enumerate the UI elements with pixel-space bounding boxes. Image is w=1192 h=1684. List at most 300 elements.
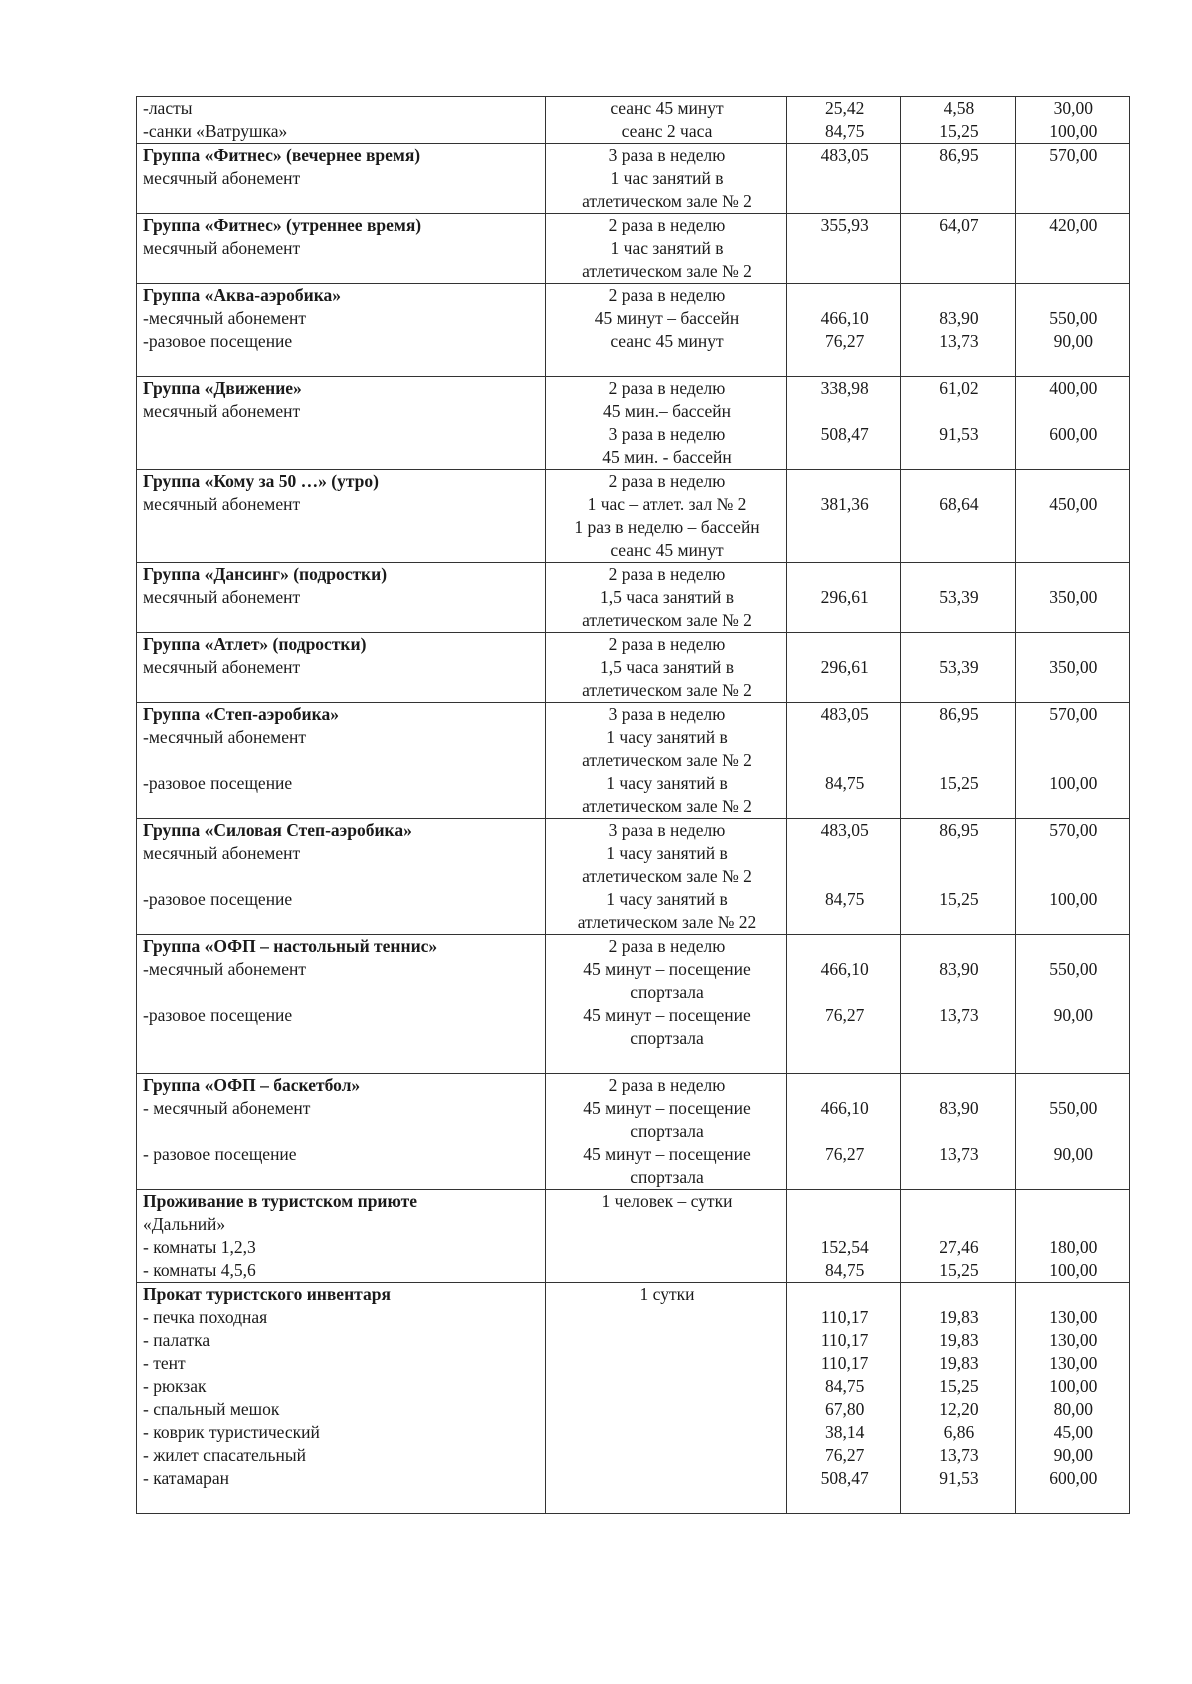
price-total-cell <box>1015 935 1129 1074</box>
cell-line: 67,80 <box>824 1399 865 1419</box>
cell-line: - комнаты 4,5,6 <box>143 1260 256 1280</box>
cell-line: атлетическом зале № 2 <box>582 680 752 700</box>
cell-line: 1 час занятий в <box>610 238 724 258</box>
cell-line: 76,27 <box>824 1005 865 1025</box>
cell-line <box>907 237 1010 260</box>
schedule-cell <box>546 633 787 703</box>
cell-line: 130,00 <box>1049 1330 1098 1350</box>
cell-line <box>907 284 1010 307</box>
cell-line: 483,05 <box>820 704 869 724</box>
cell-line <box>143 516 541 539</box>
cell-line <box>793 1074 896 1097</box>
vat-cell <box>901 935 1015 1074</box>
cell-line <box>552 1421 782 1444</box>
cell-line <box>1022 1166 1125 1189</box>
cell-line <box>793 633 896 656</box>
schedule-cell <box>546 703 787 819</box>
cell-line: 76,27 <box>824 1445 865 1465</box>
cell-line: 4,58 <box>943 98 975 118</box>
table-row <box>137 97 1130 144</box>
price-net-cell <box>787 377 901 470</box>
service-cell <box>137 284 546 377</box>
vat-cell <box>901 563 1015 633</box>
cell-line <box>793 284 896 307</box>
cell-line: спортзала <box>630 982 704 1002</box>
cell-line <box>907 1074 1010 1097</box>
cell-line: 86,95 <box>939 704 979 724</box>
cell-line <box>143 1050 541 1073</box>
cell-line <box>793 679 896 702</box>
cell-line <box>907 726 1010 749</box>
service-heading: Прокат туристского инвентаря <box>143 1284 391 1304</box>
cell-line: -разовое посещение <box>143 773 293 793</box>
price-total-cell <box>1015 377 1129 470</box>
cell-line <box>793 865 896 888</box>
cell-line: 2 раза в неделю <box>608 564 726 584</box>
cell-line: - катамаран <box>143 1468 229 1488</box>
cell-line: 30,00 <box>1053 98 1094 118</box>
table-row <box>137 284 1130 377</box>
cell-line: 2 раза в неделю <box>608 634 726 654</box>
price-net-cell <box>787 1283 901 1514</box>
cell-line <box>907 749 1010 772</box>
cell-line <box>793 260 896 283</box>
cell-line <box>143 679 541 702</box>
service-heading: Группа «Движение» <box>143 378 302 398</box>
cell-line <box>793 446 896 469</box>
cell-line <box>1022 1050 1125 1073</box>
price-total-cell <box>1015 97 1129 144</box>
cell-line: 1 час занятий в <box>610 168 724 188</box>
service-cell <box>137 97 546 144</box>
cell-line: -разовое посещение <box>143 889 293 909</box>
cell-line: 91,53 <box>939 1468 979 1488</box>
cell-line: 15,25 <box>939 773 979 793</box>
cell-line: 1 часу занятий в <box>606 889 728 909</box>
cell-line <box>793 167 896 190</box>
vat-cell <box>901 144 1015 214</box>
cell-line <box>907 935 1010 958</box>
price-net-cell <box>787 703 901 819</box>
cell-line <box>907 516 1010 539</box>
schedule-cell <box>546 1190 787 1283</box>
cell-line: 83,90 <box>939 959 979 979</box>
cell-line <box>907 446 1010 469</box>
vat-cell <box>901 377 1015 470</box>
cell-line: 45 минут – посещение <box>583 1098 751 1118</box>
price-table <box>136 96 1130 1514</box>
cell-line: 53,39 <box>939 587 979 607</box>
cell-line: - разовое посещение <box>143 1144 297 1164</box>
cell-line: 6,86 <box>943 1422 975 1442</box>
cell-line <box>907 842 1010 865</box>
vat-cell <box>901 470 1015 563</box>
cell-line <box>793 726 896 749</box>
cell-line <box>1022 1213 1125 1236</box>
price-table-body <box>137 97 1130 1514</box>
cell-line: 1,5 часа занятий в <box>599 587 735 607</box>
cell-line: атлетическом зале № 2 <box>582 866 752 886</box>
cell-line: 15,25 <box>939 1376 979 1396</box>
schedule-cell <box>546 214 787 284</box>
cell-line: 110,17 <box>820 1353 869 1373</box>
cell-line: 180,00 <box>1049 1237 1098 1257</box>
cell-line <box>552 1352 782 1375</box>
cell-line <box>907 539 1010 562</box>
cell-line <box>143 539 541 562</box>
cell-line <box>1022 470 1125 493</box>
cell-line <box>907 1050 1010 1073</box>
cell-line <box>1022 284 1125 307</box>
cell-line: 3 раза в неделю <box>608 424 726 444</box>
cell-line: 600,00 <box>1049 424 1098 444</box>
table-row <box>137 377 1130 470</box>
cell-line: 90,00 <box>1053 331 1094 351</box>
table-row <box>137 703 1130 819</box>
cell-line: 27,46 <box>939 1237 979 1257</box>
cell-line: месячный абонемент <box>143 168 301 188</box>
cell-line <box>1022 353 1125 376</box>
cell-line: сеанс 2 часа <box>621 121 713 141</box>
cell-line: - тент <box>143 1353 186 1373</box>
cell-line <box>1022 1027 1125 1050</box>
cell-line: спортзала <box>630 1028 704 1048</box>
cell-line <box>1022 981 1125 1004</box>
cell-line <box>1022 190 1125 213</box>
cell-line: 61,02 <box>939 378 979 398</box>
cell-line: месячный абонемент <box>143 238 301 258</box>
cell-line <box>552 1398 782 1421</box>
cell-line <box>552 1236 782 1259</box>
cell-line <box>552 1329 782 1352</box>
cell-line <box>793 237 896 260</box>
service-cell <box>137 819 546 935</box>
service-cell <box>137 633 546 703</box>
cell-line <box>143 749 541 772</box>
cell-line: - рюкзак <box>143 1376 207 1396</box>
cell-line <box>1022 563 1125 586</box>
cell-line <box>793 609 896 632</box>
vat-cell <box>901 284 1015 377</box>
cell-line <box>143 353 541 376</box>
schedule-cell <box>546 819 787 935</box>
table-row <box>137 144 1130 214</box>
cell-line <box>143 260 541 283</box>
service-cell <box>137 935 546 1074</box>
service-heading: Группа «Степ-аэробика» <box>143 704 339 724</box>
cell-line <box>793 190 896 213</box>
cell-line: 350,00 <box>1049 657 1098 677</box>
cell-line <box>907 190 1010 213</box>
schedule-cell <box>546 97 787 144</box>
cell-line: 100,00 <box>1049 121 1098 141</box>
cell-line: 338,98 <box>820 378 869 398</box>
cell-line: 15,25 <box>939 1260 979 1280</box>
cell-line: 466,10 <box>820 1098 869 1118</box>
cell-line: 466,10 <box>820 959 869 979</box>
cell-line: «Дальний» <box>143 1214 226 1234</box>
price-total-cell <box>1015 1074 1129 1190</box>
cell-line <box>552 1306 782 1329</box>
price-total-cell <box>1015 563 1129 633</box>
cell-line: месячный абонемент <box>143 843 301 863</box>
cell-line: 83,90 <box>939 1098 979 1118</box>
cell-line: -месячный абонемент <box>143 308 306 328</box>
schedule-cell <box>546 470 787 563</box>
cell-line <box>907 1027 1010 1050</box>
cell-line: 550,00 <box>1049 959 1098 979</box>
cell-line: 350,00 <box>1049 587 1098 607</box>
cell-line <box>552 1490 782 1513</box>
cell-line: 2 раза в неделю <box>608 471 726 491</box>
cell-line: 110,17 <box>820 1307 869 1327</box>
cell-line: 570,00 <box>1049 145 1098 165</box>
cell-line <box>907 470 1010 493</box>
cell-line: 1 час – атлет. зал № 2 <box>587 494 747 514</box>
service-heading: Группа «ОФП – баскетбол» <box>143 1075 361 1095</box>
cell-line <box>143 795 541 818</box>
cell-line <box>1022 679 1125 702</box>
cell-line: 80,00 <box>1053 1399 1094 1419</box>
cell-line: 45 минут – посещение <box>583 1144 751 1164</box>
table-row <box>137 935 1130 1074</box>
price-total-cell <box>1015 1283 1129 1514</box>
cell-line: 84,75 <box>824 889 865 909</box>
cell-line: сеанс 45 минут <box>610 331 724 351</box>
table-row <box>137 633 1130 703</box>
price-net-cell <box>787 563 901 633</box>
cell-line: сеанс 45 минут <box>610 98 724 118</box>
price-total-cell <box>1015 470 1129 563</box>
price-net-cell <box>787 284 901 377</box>
service-cell <box>137 214 546 284</box>
cell-line <box>793 1027 896 1050</box>
cell-line: 152,54 <box>820 1237 869 1257</box>
cell-line: 296,61 <box>820 587 869 607</box>
cell-line: 420,00 <box>1049 215 1098 235</box>
service-cell <box>137 377 546 470</box>
cell-line: 130,00 <box>1049 1307 1098 1327</box>
cell-line: - спальный мешок <box>143 1399 280 1419</box>
cell-line <box>143 981 541 1004</box>
cell-line: - жилет спасательный <box>143 1445 306 1465</box>
cell-line <box>552 1259 782 1282</box>
service-cell <box>137 563 546 633</box>
cell-line: 130,00 <box>1049 1353 1098 1373</box>
cell-line: атлетическом зале № 2 <box>582 610 752 630</box>
cell-line: 83,90 <box>939 308 979 328</box>
cell-line <box>552 1213 782 1236</box>
cell-line <box>1022 749 1125 772</box>
cell-line: 400,00 <box>1049 378 1098 398</box>
cell-line: 45 мин.– бассейн <box>602 401 732 421</box>
cell-line <box>143 1166 541 1189</box>
cell-line: атлетическом зале № 2 <box>582 750 752 770</box>
cell-line: 100,00 <box>1049 1376 1098 1396</box>
price-net-cell <box>787 633 901 703</box>
cell-line <box>793 1213 896 1236</box>
cell-line <box>552 1050 782 1073</box>
cell-line <box>793 1283 896 1306</box>
cell-line: 1 часу занятий в <box>606 727 728 747</box>
cell-line: 68,64 <box>939 494 979 514</box>
cell-line <box>907 1190 1010 1213</box>
cell-line: 2 раза в неделю <box>608 378 726 398</box>
cell-line: 110,17 <box>820 1330 869 1350</box>
cell-line: 84,75 <box>824 121 865 141</box>
cell-line: 296,61 <box>820 657 869 677</box>
cell-line <box>143 1120 541 1143</box>
cell-line <box>143 446 541 469</box>
schedule-cell <box>546 1074 787 1190</box>
cell-line: месячный абонемент <box>143 401 301 421</box>
cell-line <box>1022 1490 1125 1513</box>
cell-line <box>1022 1190 1125 1213</box>
cell-line: 570,00 <box>1049 704 1098 724</box>
price-net-cell <box>787 97 901 144</box>
cell-line: -разовое посещение <box>143 331 293 351</box>
vat-cell <box>901 1190 1015 1283</box>
cell-line <box>907 1283 1010 1306</box>
cell-line: 90,00 <box>1053 1144 1094 1164</box>
service-heading: Группа «Атлет» (подростки) <box>143 634 367 654</box>
cell-line <box>907 1490 1010 1513</box>
cell-line <box>907 795 1010 818</box>
cell-line <box>907 865 1010 888</box>
cell-line <box>793 749 896 772</box>
schedule-cell <box>546 144 787 214</box>
cell-line: 100,00 <box>1049 773 1098 793</box>
cell-line: 1 часу занятий в <box>606 773 728 793</box>
cell-line <box>907 1166 1010 1189</box>
cell-line: 466,10 <box>820 308 869 328</box>
cell-line: 1,5 часа занятий в <box>599 657 735 677</box>
cell-line: атлетическом зале № 2 <box>582 261 752 281</box>
price-net-cell <box>787 470 901 563</box>
cell-line <box>793 1190 896 1213</box>
table-row <box>137 1283 1130 1514</box>
cell-line <box>1022 1120 1125 1143</box>
cell-line <box>143 865 541 888</box>
cell-line <box>907 911 1010 934</box>
cell-line: 570,00 <box>1049 820 1098 840</box>
service-heading: Группа «Кому за 50 …» (утро) <box>143 471 379 491</box>
cell-line: 64,07 <box>939 215 979 235</box>
cell-line: -месячный абонемент <box>143 727 306 747</box>
cell-line: 76,27 <box>824 331 865 351</box>
table-row <box>137 1190 1130 1283</box>
service-heading: Группа «Аква-аэробика» <box>143 285 342 305</box>
cell-line: 3 раза в неделю <box>608 145 726 165</box>
cell-line <box>552 1467 782 1490</box>
service-heading: Группа «ОФП – настольный теннис» <box>143 936 438 956</box>
cell-line: сеанс 45 минут <box>610 540 724 560</box>
cell-line: - коврик туристический <box>143 1422 320 1442</box>
service-heading: Группа «Дансинг» (подростки) <box>143 564 388 584</box>
cell-line: 19,83 <box>939 1353 979 1373</box>
cell-line <box>1022 1283 1125 1306</box>
price-net-cell <box>787 935 901 1074</box>
cell-line: 1 часу занятий в <box>606 843 728 863</box>
service-cell <box>137 1190 546 1283</box>
cell-line <box>793 1490 896 1513</box>
cell-line: 450,00 <box>1049 494 1098 514</box>
table-row <box>137 214 1130 284</box>
service-cell <box>137 1074 546 1190</box>
cell-line <box>793 563 896 586</box>
price-net-cell <box>787 1074 901 1190</box>
cell-line <box>1022 167 1125 190</box>
price-total-cell <box>1015 144 1129 214</box>
cell-line: атлетическом зале № 22 <box>577 912 757 932</box>
cell-line: спортзала <box>630 1121 704 1141</box>
price-net-cell <box>787 144 901 214</box>
cell-line: месячный абонемент <box>143 494 301 514</box>
cell-line <box>1022 726 1125 749</box>
cell-line: спортзала <box>630 1167 704 1187</box>
cell-line <box>1022 911 1125 934</box>
cell-line <box>1022 935 1125 958</box>
cell-line <box>143 609 541 632</box>
cell-line: 13,73 <box>939 1144 979 1164</box>
cell-line: -месячный абонемент <box>143 959 306 979</box>
cell-line <box>143 190 541 213</box>
vat-cell <box>901 703 1015 819</box>
cell-line: 550,00 <box>1049 308 1098 328</box>
cell-line <box>1022 539 1125 562</box>
cell-line: 1 человек – сутки <box>601 1191 733 1211</box>
cell-line <box>552 1444 782 1467</box>
cell-line <box>143 423 541 446</box>
cell-line <box>1022 516 1125 539</box>
cell-line: 84,75 <box>824 1260 865 1280</box>
cell-line: 2 раза в неделю <box>608 936 726 956</box>
cell-line <box>907 679 1010 702</box>
cell-line <box>793 400 896 423</box>
price-total-cell <box>1015 1190 1129 1283</box>
schedule-cell <box>546 563 787 633</box>
cell-line: 76,27 <box>824 1144 865 1164</box>
cell-line <box>907 400 1010 423</box>
cell-line: - палатка <box>143 1330 211 1350</box>
cell-line <box>907 260 1010 283</box>
cell-line <box>1022 633 1125 656</box>
service-cell <box>137 144 546 214</box>
service-heading: Группа «Силовая Степ-аэробика» <box>143 820 412 840</box>
cell-line: 84,75 <box>824 1376 865 1396</box>
vat-cell <box>901 819 1015 935</box>
cell-line <box>793 516 896 539</box>
price-net-cell <box>787 214 901 284</box>
cell-line <box>793 795 896 818</box>
price-total-cell <box>1015 819 1129 935</box>
cell-line <box>793 470 896 493</box>
cell-line <box>793 981 896 1004</box>
cell-line <box>907 167 1010 190</box>
cell-line: 1 сутки <box>639 1284 695 1304</box>
service-heading: Проживание в туристском приюте <box>143 1191 418 1211</box>
cell-line <box>143 911 541 934</box>
cell-line: 45 минут – посещение <box>583 1005 751 1025</box>
cell-line: 100,00 <box>1049 1260 1098 1280</box>
cell-line: 2 раза в неделю <box>608 285 726 305</box>
cell-line: -разовое посещение <box>143 1005 293 1025</box>
cell-line <box>907 609 1010 632</box>
cell-line: 550,00 <box>1049 1098 1098 1118</box>
price-net-cell <box>787 1190 901 1283</box>
cell-line <box>1022 400 1125 423</box>
cell-line <box>907 981 1010 1004</box>
